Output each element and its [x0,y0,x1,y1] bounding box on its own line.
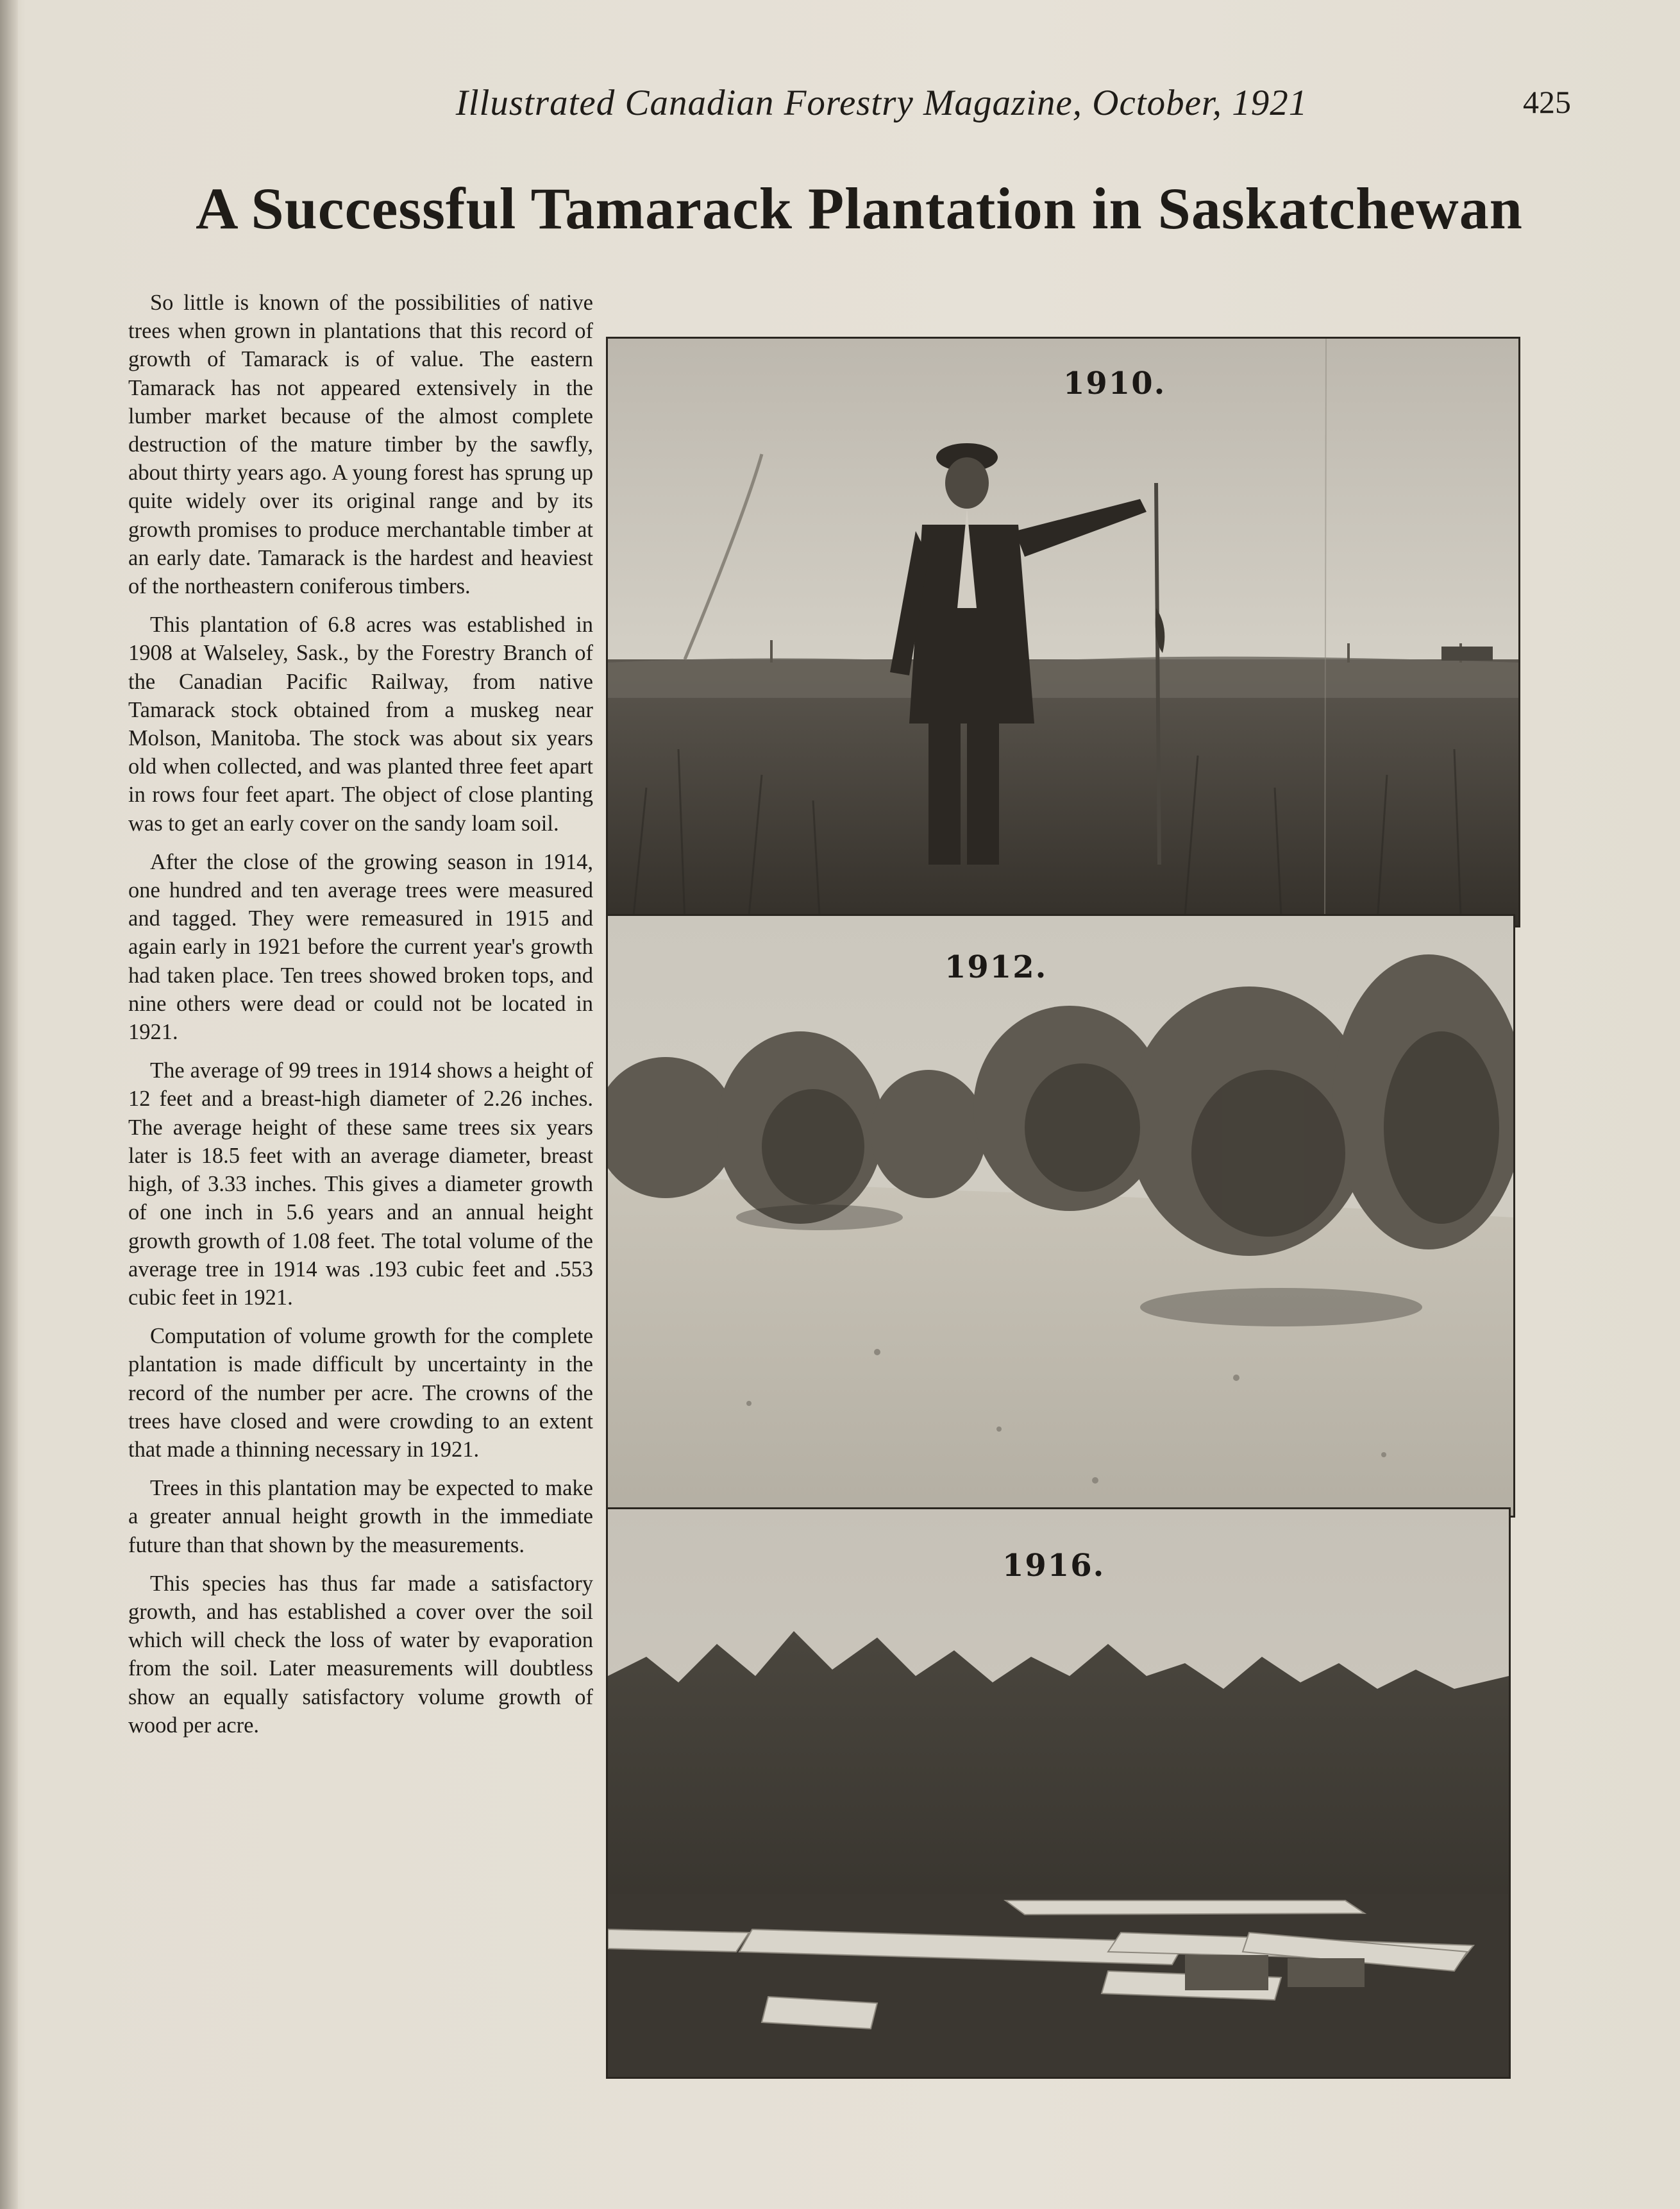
paragraph: The average of 99 trees in 1914 shows a height of 12 feet and a breast-high diameter of 2.26 inches. The average height of these same trees six years later is 18.5 feet with an average diameter, breast high, of 3.33 inches. This gives a diameter growth of one inch in 5.6 years and an annual height growth growth of 1.08 feet. The total volume of the average tree in 1914 was .193 cubic feet and .553 cubic feet in 1921. [128,1058,593,1310]
photo-1910 [606,337,1520,927]
photo-year-label: 1912. [945,949,1048,985]
photo-year-label: 1916. [1002,1548,1105,1584]
binding-shadow [0,0,18,2209]
paragraph: This species has thus far made a satisfactory growth, and has established a cover over the soil which will check the loss of water by evaporation from the soil. Later measurements will doubtless show an equally satisfactory volume growth of wood per acre. [128,1571,593,1738]
paragraph: After the close of the growing season in 1914, one hundred and ten average trees were measured and tagged. They were remeasured in 1915 and again early in 1921 before the current year's growth had taken place. Ten trees showed broken tops, and nine others were dead or could not be located in 1921. [128,849,593,1045]
article-body [128,289,593,1750]
paragraph: Computation of volume growth for the complete plantation is made difficult by uncertainty in the record of the number per acre. The crowns of the trees have closed and were crowding to an extent that made a thinning necessary in 1921. [128,1324,593,1462]
page-number: 425 [1523,84,1571,120]
photo-1916-image [608,1509,1509,2077]
paragraph: So little is known of the possibilities of native trees when grown in plantations that this record of growth of Tamarack is of value. The eastern Tamarack has not appeared extensively in the lumber market because of the almost complete destruction of the mature timber by the sawfly, about thirty years ago. A young forest has sprung up quite widely over its original range and by its growth promises to produce merchantable timber at an early date. Tamarack is the hardest and heaviest of the northeastern coniferous timbers. [128,291,593,599]
photo-1912-image [608,916,1513,1516]
paragraph: This plantation of 6.8 acres was established in 1908 at Walseley, Sask., by the Forestry Branch of the Canadian Pacific Railway, from native Tamarack stock obtained from a muskeg near Molson, Manitoba. The stock was about six years old when collected, and was planted three feet apart in rows four feet apart. The object of close planting was to get an early cover on the sandy loam soil. [128,613,593,836]
photo-1916 [606,1507,1511,2079]
paragraph: Trees in this plantation may be expected to make a greater annual height growth in the immediate future than that shown by the measurements. [128,1476,593,1557]
running-head: Illustrated Canadian Forestry Magazine, October, 1921 [455,83,1308,123]
photo-1910-image [608,339,1518,926]
article-title: A Successful Tamarack Plantation in Saskatchewan [196,176,1523,241]
photo-1912 [606,914,1515,1518]
photo-year-label: 1910. [1063,366,1166,402]
